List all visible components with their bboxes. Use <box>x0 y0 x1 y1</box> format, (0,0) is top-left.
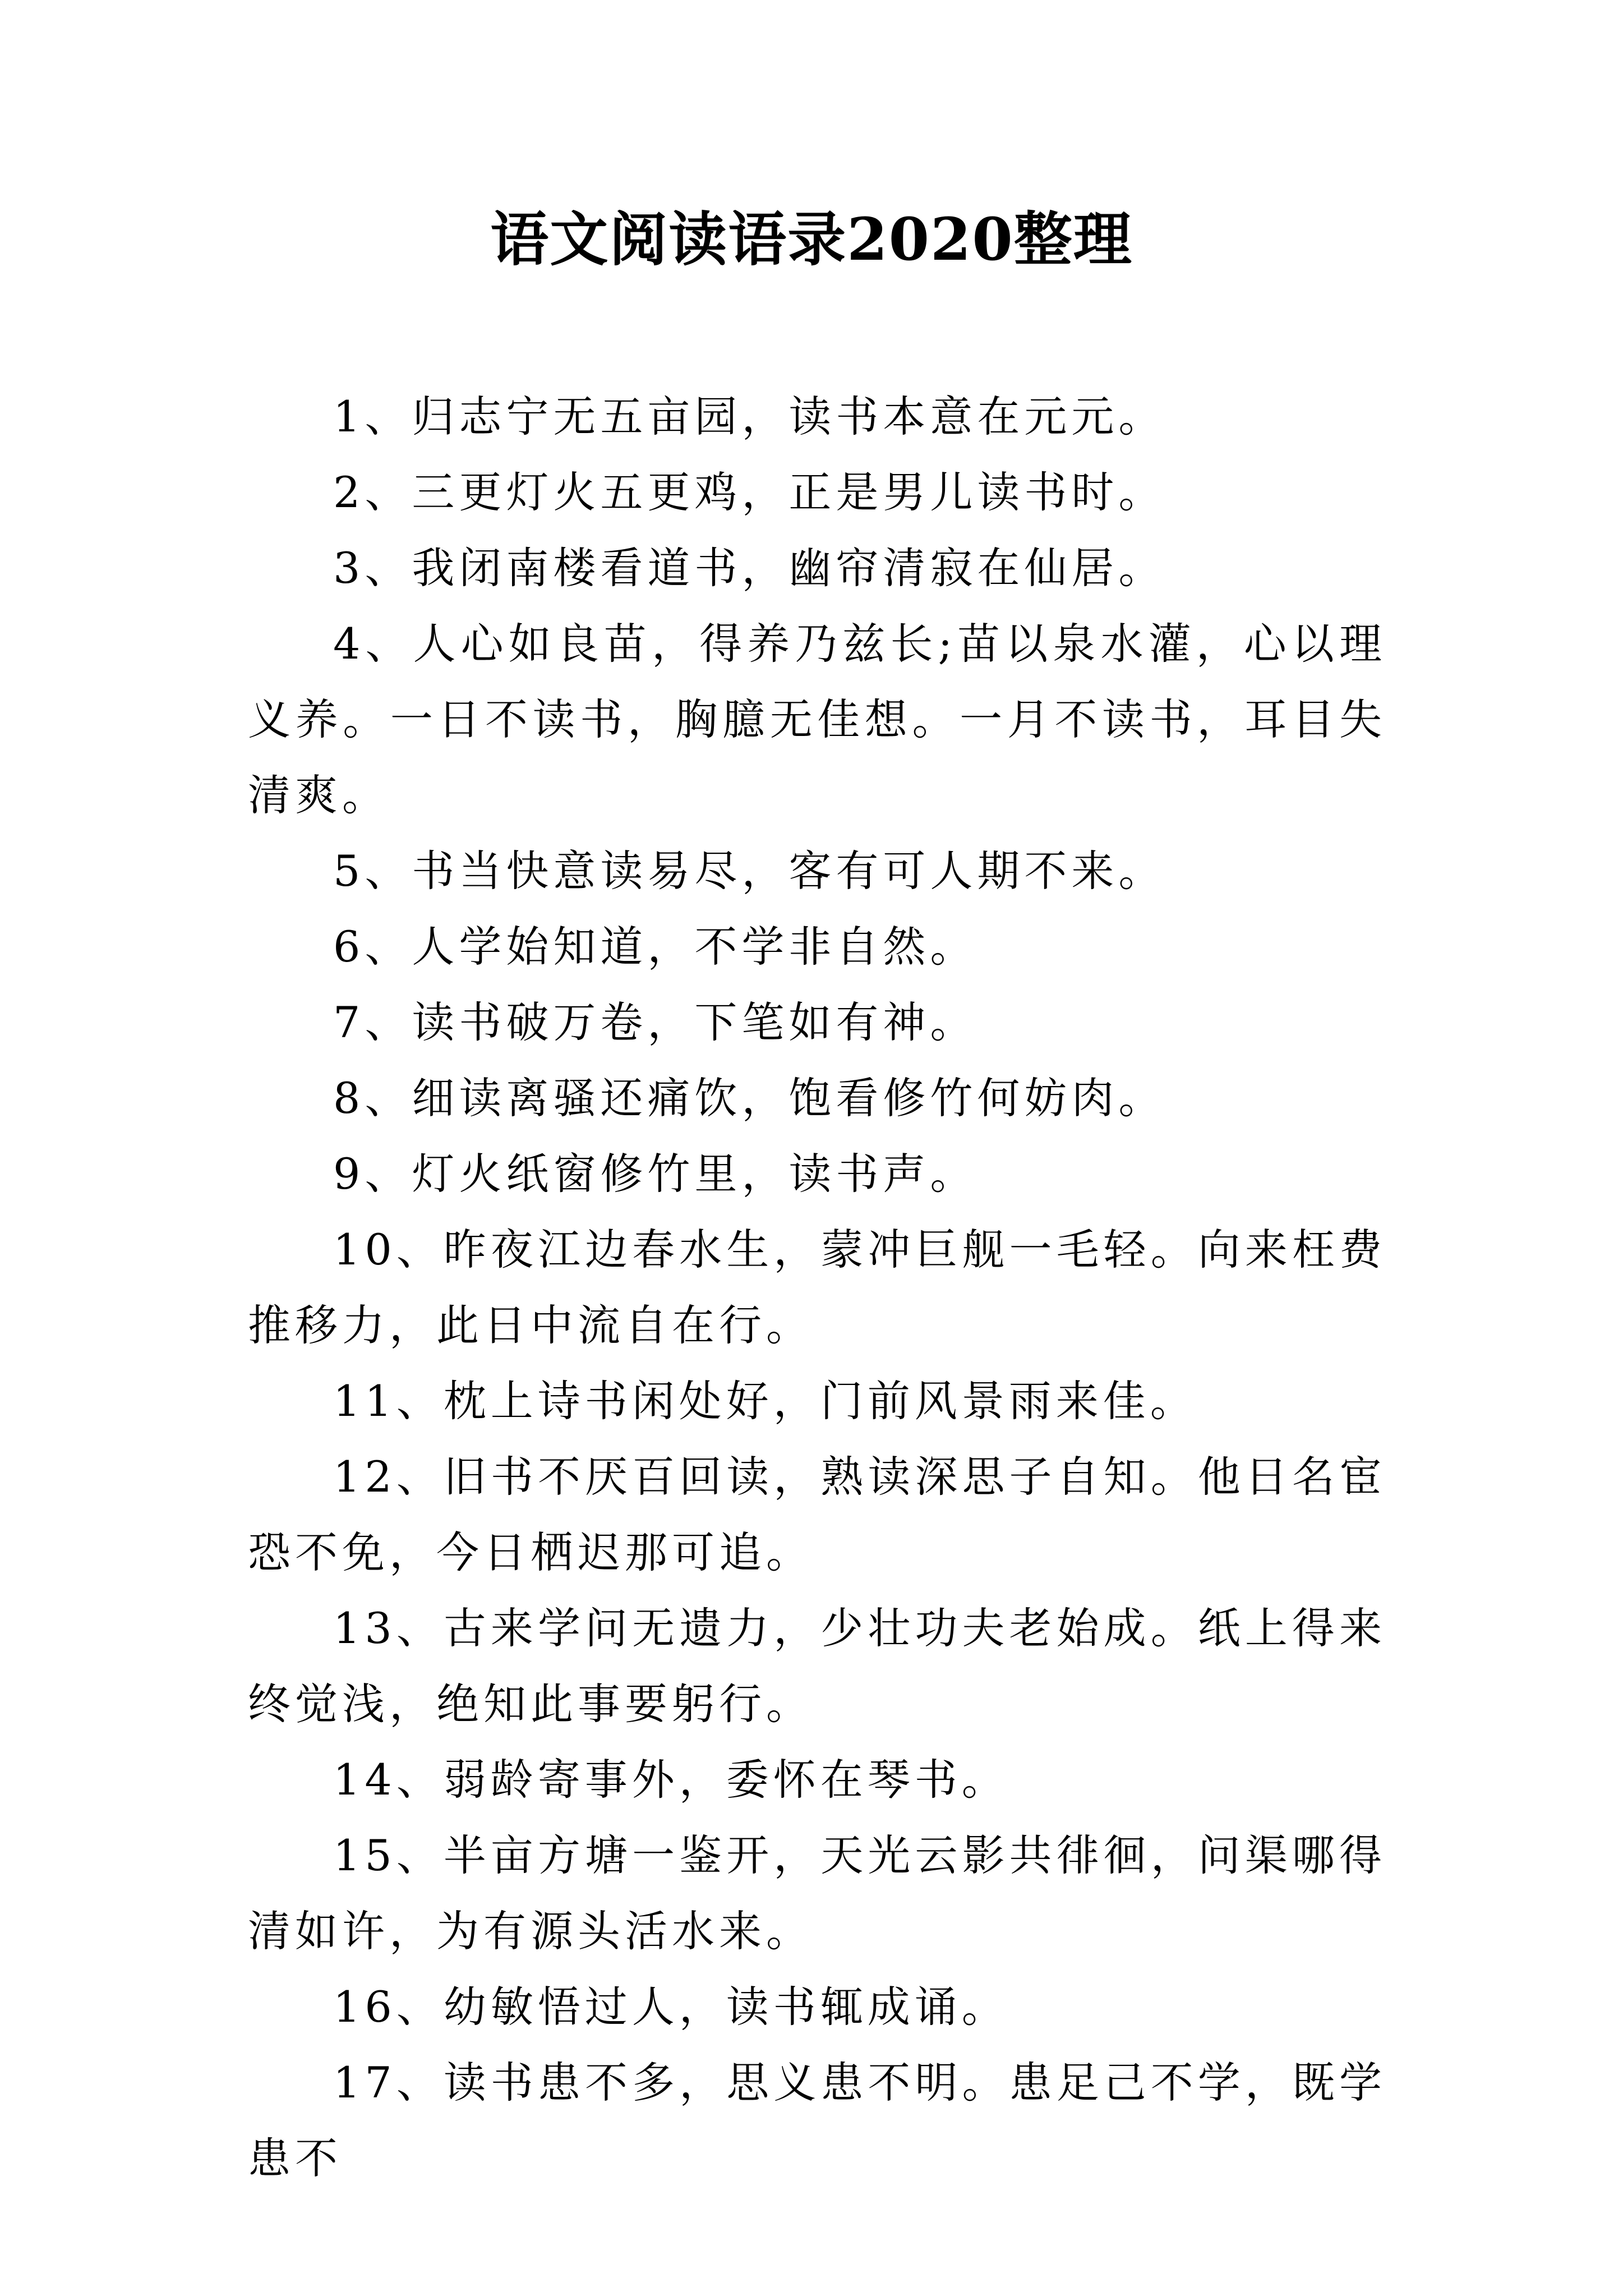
quote-paragraph: 2、三更灯火五更鸡，正是男儿读书时。 <box>333 467 1166 517</box>
quote-paragraph: 14、弱龄寄事外，委怀在琴书。 <box>333 1755 1009 1805</box>
quote-paragraph: 15、半亩方塘一鉴开，天光云影共徘徊，问渠哪得清如许，为有源头活水来。 <box>248 1830 1386 1956</box>
quote-paragraph: 11、枕上诗书闲处好，门前风景雨来佳。 <box>333 1376 1197 1426</box>
quote-paragraph: 16、幼敏悟过人，读书辄成诵。 <box>333 1982 1009 2032</box>
quote-paragraph: 12、旧书不厌百回读，熟读深思子自知。他日名宦恐不免，今日栖迟那可追。 <box>248 1452 1386 1577</box>
quote-paragraph: 1、归志宁无五亩园，读书本意在元元。 <box>333 392 1166 441</box>
quote-list <box>248 379 1386 2196</box>
quote-paragraph: 8、细读离骚还痛饮，饱看修竹何妨肉。 <box>333 1073 1166 1123</box>
quote-paragraph: 6、人学始知道，不学非自然。 <box>333 922 978 972</box>
quote-paragraph: 5、书当快意读易尽，客有可人期不来。 <box>333 846 1166 896</box>
quote-paragraph: 7、读书破万卷，下笔如有神。 <box>333 997 978 1047</box>
quote-paragraph: 10、昨夜江边春水生，蒙冲巨舰一毛轻。向来枉费推移力，此日中流自在行。 <box>248 1225 1386 1350</box>
quote-paragraph: 4、人心如良苗，得养乃兹长;苗以泉水灌，心以理义养。一日不读书，胸臆无佳想。一月不读书，耳目失清爽。 <box>248 619 1386 820</box>
quote-paragraph: 9、灯火纸窗修竹里，读书声。 <box>333 1149 978 1199</box>
quote-paragraph: 13、古来学问无遗力，少壮功夫老始成。纸上得来终觉浅，绝知此事要躬行。 <box>248 1603 1386 1729</box>
document-title: 语文阅读语录2020整理 <box>490 205 1133 274</box>
quote-paragraph: 3、我闭南楼看道书，幽帘清寂在仙居。 <box>333 543 1166 593</box>
quote-paragraph: 17、读书患不多，思义患不明。患足己不学，既学患不 <box>248 2058 1386 2183</box>
